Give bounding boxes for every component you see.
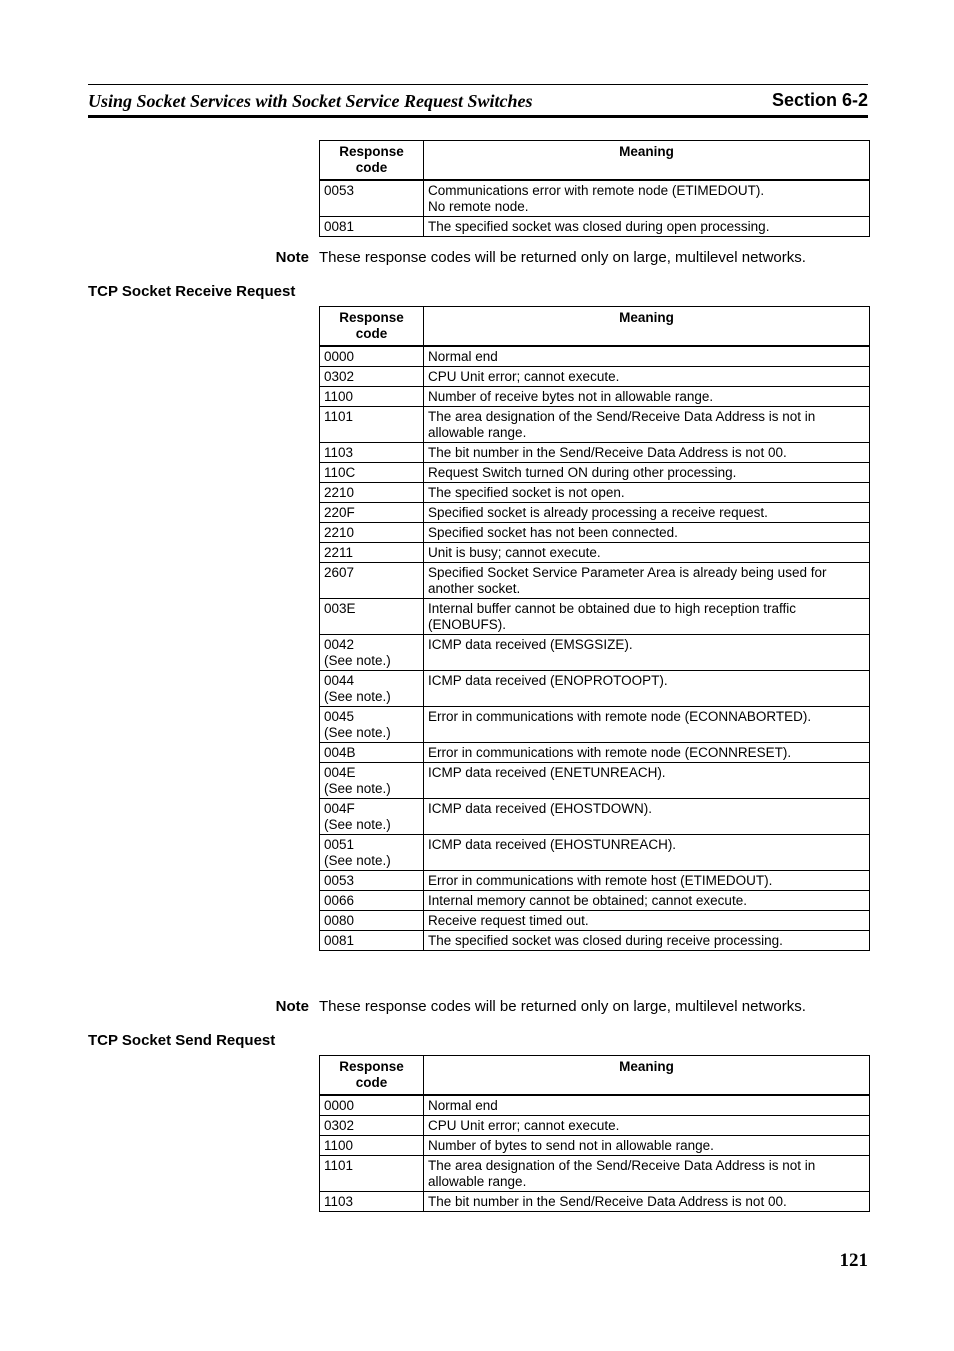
response-code-cell: 0081: [320, 931, 424, 951]
page-number: 121: [839, 1250, 868, 1271]
table-header-row: [320, 307, 870, 347]
response-code-cell: 0000: [320, 1095, 424, 1116]
meaning-cell: Number of bytes to send not in allowable range.: [424, 1136, 870, 1156]
table-row: [320, 1136, 870, 1156]
table-send-response-codes: [319, 1055, 870, 1212]
meaning-cell: Error in communications with remote node (ECONNRESET).: [424, 743, 870, 763]
meaning-cell: Error in communications with remote host (ETIMEDOUT).: [424, 871, 870, 891]
response-code-cell: 0045 (See note.): [320, 707, 424, 743]
table-row: [320, 743, 870, 763]
meaning-cell: Normal end: [424, 346, 870, 367]
table-row: [320, 1095, 870, 1116]
column-header-code: Response code: [320, 141, 424, 181]
response-code-cell: 004F (See note.): [320, 799, 424, 835]
table-row: [320, 217, 870, 237]
table-row: [320, 503, 870, 523]
response-code-cell: 2210: [320, 523, 424, 543]
meaning-cell: ICMP data received (ENETUNREACH).: [424, 763, 870, 799]
response-code-cell: 2607: [320, 563, 424, 599]
response-code-cell: 1103: [320, 1192, 424, 1212]
response-code-cell: 2210: [320, 483, 424, 503]
heading-receive-request: TCP Socket Receive Request: [88, 283, 296, 300]
response-code-cell: 0042 (See note.): [320, 635, 424, 671]
column-header-meaning: Meaning: [424, 1056, 870, 1096]
table-row: [320, 367, 870, 387]
column-header-code: Response code: [320, 307, 424, 347]
table-row: [320, 463, 870, 483]
response-code-cell: 0051 (See note.): [320, 835, 424, 871]
table-row: [320, 835, 870, 871]
response-code-cell: 0302: [320, 367, 424, 387]
table-open-response-codes: [319, 140, 870, 237]
table-row: [320, 799, 870, 835]
page-header: [88, 84, 868, 118]
meaning-cell: The bit number in the Send/Receive Data Address is not 00.: [424, 1192, 870, 1212]
meaning-cell: The specified socket is not open.: [424, 483, 870, 503]
meaning-cell: Communications error with remote node (ETIMEDOUT). No remote node.: [424, 180, 870, 217]
meaning-cell: The specified socket was closed during open processing.: [424, 217, 870, 237]
table-row: [320, 599, 870, 635]
table-row: [320, 346, 870, 367]
column-header-meaning: Meaning: [424, 141, 870, 181]
response-code-cell: 0053: [320, 871, 424, 891]
table-row: [320, 763, 870, 799]
table-row: [320, 931, 870, 951]
response-code-cell: 004E (See note.): [320, 763, 424, 799]
meaning-cell: Specified socket has not been connected.: [424, 523, 870, 543]
note-label: Note: [275, 249, 309, 266]
column-header-code: Response code: [320, 1056, 424, 1096]
meaning-cell: Receive request timed out.: [424, 911, 870, 931]
table-row: [320, 707, 870, 743]
table-row: [320, 443, 870, 463]
meaning-cell: The specified socket was closed during receive processing.: [424, 931, 870, 951]
meaning-cell: Specified socket is already processing a receive request.: [424, 503, 870, 523]
response-code-cell: 1100: [320, 1136, 424, 1156]
meaning-cell: Internal buffer cannot be obtained due to high reception traffic (ENOBUFS).: [424, 599, 870, 635]
note-text: These response codes will be returned only on large, multilevel networks.: [319, 998, 806, 1015]
meaning-cell: ICMP data received (EHOSTUNREACH).: [424, 835, 870, 871]
response-code-cell: 0302: [320, 1116, 424, 1136]
meaning-cell: Number of receive bytes not in allowable range.: [424, 387, 870, 407]
table-row: [320, 671, 870, 707]
table-row: [320, 387, 870, 407]
response-code-cell: 220F: [320, 503, 424, 523]
meaning-cell: ICMP data received (EHOSTDOWN).: [424, 799, 870, 835]
response-code-cell: 004B: [320, 743, 424, 763]
table-row: [320, 1116, 870, 1136]
table-row: [320, 635, 870, 671]
response-code-cell: 1100: [320, 387, 424, 407]
meaning-cell: ICMP data received (EMSGSIZE).: [424, 635, 870, 671]
response-code-cell: 1101: [320, 407, 424, 443]
meaning-cell: ICMP data received (ENOPROTOOPT).: [424, 671, 870, 707]
meaning-cell: The bit number in the Send/Receive Data Address is not 00.: [424, 443, 870, 463]
response-code-cell: 0080: [320, 911, 424, 931]
heading-send-request: TCP Socket Send Request: [88, 1032, 276, 1049]
response-code-cell: 0081: [320, 217, 424, 237]
response-code-cell: 2211: [320, 543, 424, 563]
meaning-cell: Unit is busy; cannot execute.: [424, 543, 870, 563]
response-code-cell: 0044 (See note.): [320, 671, 424, 707]
table-row: [320, 891, 870, 911]
meaning-cell: Request Switch turned ON during other processing.: [424, 463, 870, 483]
response-code-cell: 0000: [320, 346, 424, 367]
meaning-cell: CPU Unit error; cannot execute.: [424, 1116, 870, 1136]
header-title: Using Socket Services with Socket Service Request Switches: [88, 91, 533, 111]
table-row: [320, 563, 870, 599]
response-code-cell: 0053: [320, 180, 424, 217]
column-header-meaning: Meaning: [424, 307, 870, 347]
table-row: [320, 1192, 870, 1212]
meaning-cell: CPU Unit error; cannot execute.: [424, 367, 870, 387]
table-row: [320, 1156, 870, 1192]
table-receive-response-codes: [319, 306, 870, 951]
table-row: [320, 543, 870, 563]
meaning-cell: Normal end: [424, 1095, 870, 1116]
table-row: [320, 911, 870, 931]
table-row: [320, 483, 870, 503]
meaning-cell: Specified Socket Service Parameter Area is already being used for another socket.: [424, 563, 870, 599]
table-row: [320, 523, 870, 543]
meaning-cell: The area designation of the Send/Receive Data Address is not in allowable range.: [424, 407, 870, 443]
meaning-cell: Internal memory cannot be obtained; cannot execute.: [424, 891, 870, 911]
table-header-row: [320, 141, 870, 181]
response-code-cell: 0066: [320, 891, 424, 911]
table-row: [320, 407, 870, 443]
response-code-cell: 003E: [320, 599, 424, 635]
response-code-cell: 1103: [320, 443, 424, 463]
note-text: These response codes will be returned only on large, multilevel networks.: [319, 249, 806, 266]
table-row: [320, 180, 870, 217]
header-section: Section 6-2: [771, 90, 868, 110]
meaning-cell: Error in communications with remote node (ECONNABORTED).: [424, 707, 870, 743]
response-code-cell: 110C: [320, 463, 424, 483]
note-label: Note: [275, 998, 309, 1015]
meaning-cell: The area designation of the Send/Receive Data Address is not in allowable range.: [424, 1156, 870, 1192]
table-header-row: [320, 1056, 870, 1096]
table-row: [320, 871, 870, 891]
response-code-cell: 1101: [320, 1156, 424, 1192]
